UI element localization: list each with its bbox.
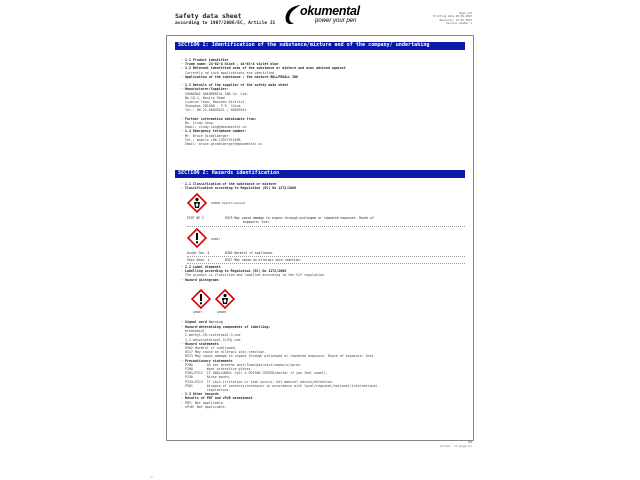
text-line: Tel.: 86-21-66849521 / 66849542 (181, 108, 247, 113)
section-2-classification (181, 182, 466, 190)
hazard-class: STOT RE 2 (187, 216, 204, 220)
pictogram-1-label: GHS08 health hazard (211, 201, 246, 205)
text-line: · 2.3 Other hazards (181, 392, 219, 397)
label-ghs07-icon (191, 289, 211, 309)
logo-wordmark: okumental (300, 4, 360, 18)
dotted-divider (187, 263, 465, 264)
hazard-statement: H317 May cause an allergic skin reaction. (225, 258, 302, 262)
text-line: · vPvB: Not applicable. (181, 404, 227, 409)
text-line: Shanghai 201908 , P.R. China (181, 104, 241, 109)
meta-revision: Revision: 13.06.2023 (439, 17, 472, 22)
text-line: P330 Rinse mouth. (181, 375, 231, 380)
text-line: · PBT: Not applicable. (181, 400, 225, 405)
text-line: · Application of the substance / the mixture BOLLPENALL INK (181, 74, 299, 79)
dotted-divider (187, 256, 465, 257)
hazard-class: Skin Sens. 1 (187, 258, 210, 262)
text-line: · 2.2 Label elements (181, 265, 221, 269)
meta-version: Version number 1 (446, 20, 472, 25)
text-line: · 1.1 Product identifier (181, 58, 229, 62)
footer-continued: (Contd. on page 2) (439, 443, 472, 448)
text-line: · Hazard pictograms (181, 277, 219, 282)
text-line: P333+P313 If skin irritation or rash occurs: Get medical advice/attention. (181, 379, 334, 384)
ghs08-health-hazard-icon (187, 193, 207, 213)
hazard-statement: H302 Harmful if swallowed. (225, 251, 274, 255)
text-line: P280 Wear protective gloves. (181, 367, 253, 372)
text-line: The product is classified and labelled according to the CLP regulation. (181, 273, 326, 278)
text-line: · 1.2 Relevant identified uses of the substance or mixture and uses advised against (181, 66, 346, 71)
text-line: No.18-1, Wenjie Road (181, 95, 225, 100)
text-line: · 2.1 Classification of the substance or mixture (181, 182, 277, 186)
text-line: · Labelling according to Regulation (EC) No 1272/2008 (181, 269, 287, 274)
text-line: · Hazard-determining components of labelling: (181, 325, 271, 329)
text-line: Mr. Bruce Gindelberger (181, 133, 229, 138)
signal-word-label: · Signal word (181, 320, 207, 324)
text-line: · Precautionary statements (181, 358, 233, 363)
page-footer (439, 441, 472, 448)
text-line: Email: cindy.song@dokumental.cn (181, 125, 247, 130)
dotted-divider (187, 226, 465, 227)
label-caption-ghs07: GHS07 (193, 310, 203, 314)
signal-word (181, 320, 466, 324)
hazard-class: Acute Tox. 4 (187, 251, 210, 255)
hazard-statement: H373 May cause damage to organs through prolonged or repeated exposure. Route of (225, 216, 375, 220)
text-line: · Trade name: 24-62-A black , 44-63-A violet blue (181, 62, 279, 67)
text-line: regulations. (181, 388, 231, 393)
hazard-statement-cont: exposure: Oral. (243, 220, 271, 224)
sds-page (166, 35, 474, 441)
company-logo (282, 3, 378, 29)
text-line: SHANGHAI DOKUMENTAL INK Co. Ltd. (181, 91, 249, 96)
document-subtitle: according to 1907/2006/EC, Article 31 (175, 21, 276, 26)
text-line: H317 May cause an allergic skin reaction. (181, 350, 267, 355)
text-line: Currently no such applications are identified. (181, 70, 277, 75)
text-line: · 1.3 Details of the supplier of the safety data sheet (181, 83, 289, 88)
text-line: 1,2-benzisothiazol-3(2H)-one (181, 337, 241, 342)
text-line: Ms. Cindy Song (181, 121, 213, 126)
document-title: Safety data sheet (175, 12, 242, 20)
text-line: ethanediol (181, 329, 205, 334)
footer-country: GB (150, 476, 154, 479)
meta-page: Page 1/5 (459, 11, 472, 15)
section-2-details (181, 325, 466, 409)
document-meta (433, 12, 472, 25)
logo-tagline: power your pen (315, 18, 357, 24)
text-line: H373 May cause damage to organs through prolonged or repeated exposure. Route of exposure: Oral. (181, 354, 376, 359)
section-2-heading: SECTION 2: Hazards identification (175, 170, 465, 178)
section-1-body (181, 58, 466, 146)
text-line: P260 Do not breathe dust/fume/gas/mist/vapours/spray. (181, 362, 303, 367)
text-line: · Further information obtainable from: (181, 116, 257, 121)
section-1-heading: SECTION 1: Identification of the substance/mixture and of the company/ undertaking (175, 42, 465, 50)
text-line: H302 Harmful if swallowed. (181, 346, 237, 351)
footer-language: EN (468, 440, 472, 444)
text-line: · Manufacturer/Supplier: (181, 87, 229, 92)
text-line: · 1.4 Emergency telephone number: (181, 129, 247, 134)
text-line: Tel.: mobile +86-13917914498 (181, 137, 241, 142)
ghs07-exclamation-icon (187, 228, 207, 248)
pictogram-2-label: GHS07 (211, 237, 221, 241)
section-2-label-elements (181, 265, 466, 282)
text-line: 2-methyl-2H-isothiazol-3-one (181, 333, 241, 338)
text-line: · Classification according to Regulation (EC) No 1272/2008 (181, 186, 297, 191)
label-ghs08-icon (215, 289, 235, 309)
signal-word-value: Warning (208, 320, 223, 324)
text-line: Liuhlan Town, Baoshan District (181, 100, 245, 105)
label-caption-ghs08: GHS08 (217, 310, 227, 314)
text-line: · Results of PBT and vPvB assessment (181, 396, 253, 401)
text-line: · Hazard statements (181, 341, 219, 346)
text-line: P501 Dispose of contents/container in accordance with local/regional/national/international (181, 383, 378, 388)
text-line: Email: bruce.gindelberger@dokumental.cn (181, 142, 263, 147)
text-line: P301+P312 IF SWALLOWED: Call a POISON CENTER/doctor if you feel unwell. (181, 371, 328, 376)
meta-printing-date: Printing date 20.06.2023 (433, 14, 472, 19)
